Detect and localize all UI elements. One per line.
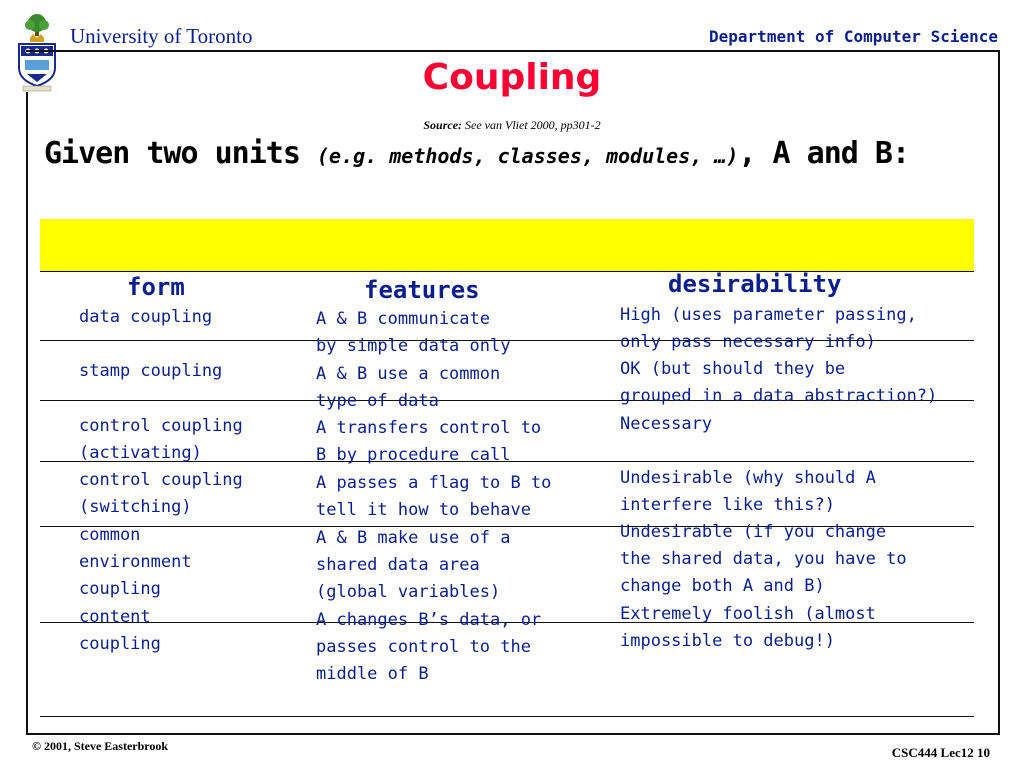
source-text: See van Vliet 2000, pp301-2 [462, 118, 601, 132]
table-cell-form: control coupling (switching) [79, 470, 243, 517]
table-cell-features: A changes B’s data, or passes control to the middle of B [316, 610, 542, 684]
table-cell-features: A passes a flag to B to tell it how to behave [316, 473, 552, 520]
given-suffix: , A and B: [738, 136, 910, 171]
table-cell-desirability: OK (but should they be grouped in a data abstraction?) [620, 359, 938, 406]
column-header-desirability: desirability [668, 270, 842, 298]
department-name: Department of Computer Science [709, 27, 998, 46]
given-examples: (e.g. methods, classes, modules, …) [316, 144, 739, 168]
source-citation [0, 118, 1024, 133]
table-cell-features: A & B make use of a shared data area (global variables) [316, 528, 511, 602]
source-label: Source: [423, 118, 463, 132]
table-cell-desirability: Undesirable (why should A interfere like this?) [620, 468, 876, 515]
given-prefix: Given two units [44, 136, 317, 171]
table-cell-form: data coupling [79, 307, 213, 327]
table-cell-features: A & B use a common type of data [316, 364, 501, 411]
given-statement [44, 136, 909, 171]
table-cell-form: control coupling (activating) [79, 416, 243, 463]
table-cell-form: stamp coupling [79, 361, 223, 381]
column-header-form: form [127, 273, 185, 301]
table-cell-features: A transfers control to B by procedure call [316, 418, 542, 465]
column-header-features: features [364, 276, 480, 304]
highlight-bar [40, 219, 974, 271]
table-cell-desirability: Necessary [620, 414, 713, 434]
slide-title: Coupling [422, 57, 602, 98]
copyright-footer: © 2001, Steve Easterbrook [32, 739, 169, 753]
table-cell-desirability: Undesirable (if you change the shared data, you have to change both A and B) [620, 522, 907, 596]
slide-frame-left-edge [26, 92, 28, 735]
course-page-footer: CSC444 Lec12 10 [891, 745, 990, 760]
table-cell-form: content coupling [79, 607, 161, 654]
table-cell-desirability: Extremely foolish (almost impossible to debug!) [620, 604, 876, 651]
table-cell-form: common environment coupling [79, 525, 192, 599]
university-name: University of Toronto [70, 24, 253, 48]
table-rule [40, 716, 974, 717]
table-cell-desirability: High (uses parameter passing, only pass necessary info) [620, 305, 917, 352]
table-cell-features: A & B communicate by simple data only [316, 309, 511, 356]
